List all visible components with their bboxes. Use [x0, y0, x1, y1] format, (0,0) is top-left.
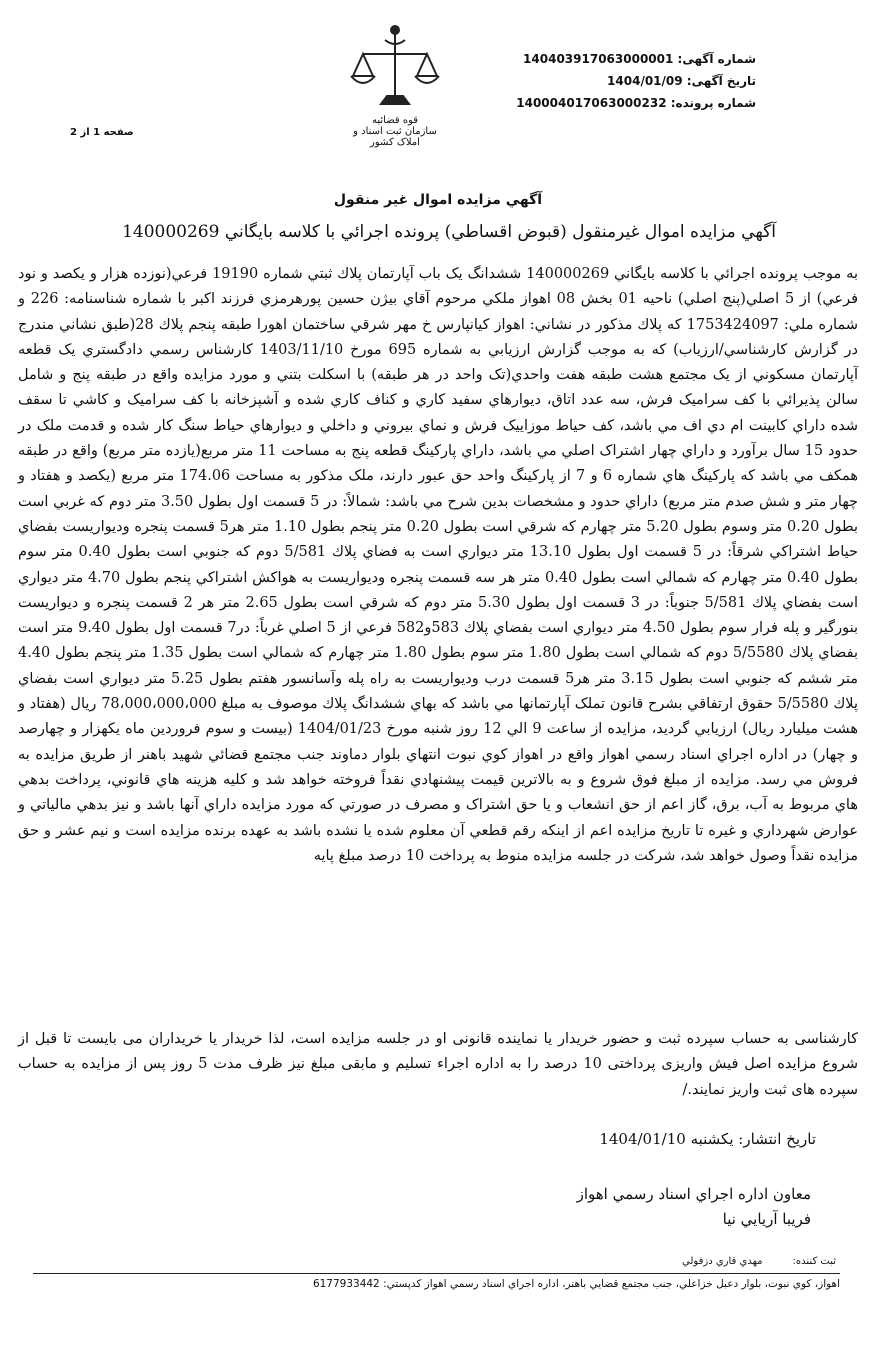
ad-number: شماره آگهی: 140403917063000001 [523, 52, 756, 66]
judiciary-scales-icon [345, 20, 445, 115]
case-number: شماره پرونده: 140004017063000232 [516, 96, 756, 110]
organization-emblem [345, 20, 445, 150]
publish-date: تاريخ انتشار: يكشنبه 1404/01/10 [599, 1130, 816, 1148]
judiciary-label: قوه قضائیه [371, 115, 419, 126]
page-subtitle: آگهي مزايده اموال غيرمنقول (قبوض اقساطي) پرونده اجرائي با كلاسه بايگاني 140000269 [122, 222, 776, 242]
recorder-line [652, 1256, 836, 1267]
ad-date: تاریخ آگهی: 1404/01/09 [607, 74, 756, 88]
page-indicator: صفحه 1 از 2 [70, 127, 134, 138]
footer-address: اهواز، كوي نبوت، بلوار دعبل خزاعلي، جنب مجتمع قضايي باهنر، اداره اجراي اسناد رسمي اهواز كدپستي: 6177933442 [312, 1278, 840, 1290]
ad-meta [396, 48, 756, 114]
auction-body-text: به موجب پرونده اجرائي با كلاسه بايگاني 140000269 ششدانگ يک باب آپارتمان پلاك ثبتي شماره 19190 فرعي(نوزده هزار و يكصد و نود فرعي) از 5 اصلي(پنج اصلي) ناحيه 01 بخش 08 اهواز ملكي مرحوم آقاي بيژن حسين پورهرمزي فرزند اكبر با شماره شناسنامه: 226 و شماره ملي: 1753424097 كه پلاك مذكور در نشاني: اهواز كيانپارس خ مهر شرقي ساختمان اهورا طبقه پنجم پلاك 28(طبق نشاني مندرج در گزارش كارشناسي/ارزياب) كه به موجب گزارش ارزيابي به شماره 695 مورخ 1403/11/10 كارشناس رسمي دادگستري يک قطعه آپارتمان مسكوني از يک مجتمع هشت طبقه هفت واحدي(تک واحد در هر طبقه) با اسكلت بتني و مورد مزايده واقع در طبقه پنج و شامل سالن پذيرائي با كف سراميک فرش، سه عدد اتاق، ديوارهاي سفيد كاري و كناف كاري شده و آشپزخانه با كف سراميک و كاشي تا سقف شده داراي كابينت ام دي اف مي باشد، كف حياط موزاييک فرش و نماي بيروني و داخلي و ديوارهاي حياط سنگ كار شده و قدمت ملک در حدود 15 سال برآورد و داراي چهار اشتراک اصلي مي باشد، داراي پاركينگ قطعه پنج به مساحت 11 متر مربع(يازده متر مربع) واقع در طبقه همكف مي باشد كه پاركينگ هاي شماره 6 و 7 از پاركينگ واحد حق عبور دارند، ملک مذكور به مساحت 174.06 متر مربع (يكصد و هفتاد و چهار متر و شش صدم متر مربع) داراي حدود و مشخصات بدين شرح مي باشد: شمالاً: در 5 قسمت اول بطول 3.50 متر دوم كه غربي است بطول 0.20 متر وسوم بطول 5.20 متر چهارم كه شرقي است بطول 0.20 متر پنجم بطول 1.10 متر هر5 قسمت پنجره وديواريست بفضاي حياط اشتراكي شرقاً: در 5 قسمت اول بطول 13.10 متر ديواري است به فضاي پلاك 5/581 دوم كه جنوبي است بطول 0.40 متر سوم بطول 0.40 متر چهارم كه شمالي است بطول 0.40 متر هر سه قسمت پنجره وديواريست به هواكش اشتراكي پنجم بطول 4.70 متر ديواري است بفضاي پلاك 5/581 جنوباً: در 3 قسمت اول بطول 5.30 متر دوم كه شرقي است بطول 2.65 متر هر 2 قسمت پنجره و ديواريست بنورگير و پله فرار سوم بطول 4.50 متر ديواري است بفضاي پلاك 583و582 فرعي از 5 اصلي غرباً: در7 قسمت اول بطول 9.40 متر است بفضاي پلاك 5/5580 دوم كه شمالي است بطول 1.80 متر سوم بطول 1.80 متر چهارم كه شمالي است بطول 1.35 متر پنجم بطول 4.40 متر ششم كه جنوبي است بطول 3.15 متر هر5 قسمت درب وديواريست به راه پله وآسانسور هفتم بطول 5.25 متر ديواري است بفضاي پلاك 5/5580 حقوق ارتفاقي بشرح قانون تملک آپارتمانها مي باشد كه بهاي ششدانگ پلاك موصوف به مبلغ 78،000،000،000 ريال (هفتاد و هشت ميليارد ريال) ارزيابي گرديد، مزايده از ساعت 9 الي 12 روز شنبه مورخ 1404/01/23 (بيست و سوم فروردين ماه يكهزار و چهارصد و چهار) در اداره اجراي اسناد رسمي اهواز واقع در اهواز كوي نبوت انتهاي بلوار دماوند جنب مجتمع قضائي شهيد باهنر از طريق مزايده به فروش مي رسد. مزايده از مبلغ فوق شروع و به بالاترين قيمت پيشنهادي نقداً فروخته خواهد شد و كليه هزينه هاي قانوني، پرداخت بدهي هاي مربوط به آب، برق، گاز اعم از حق انشعاب و يا حق اشتراک و مصرف در صورتي كه مورد مزايده داراي آنها باشد و نيز بدهي مالياتي و عوارض شهرداري و غيره تا تاريخ مزايده اعم از اينكه رقم قطعي آن معلوم شده يا نشده باشد به عهده برنده مزايده است و نيم عشر و حق مزايده نقداً وصول خواهد شد، شركت در جلسه مزايده منوط به پرداخت 10 درصد مبلغ پايه [18, 266, 858, 864]
organization-name: سازمان ثبت اسناد و املاک کشور [353, 126, 437, 148]
signatory-name: فريبا آريايي نيا [722, 1210, 811, 1228]
recorder-name: مهدي قاري دزفولي [682, 1256, 763, 1267]
page-title: آگهي مزايده اموال غير منقول [333, 192, 543, 208]
payment-terms-text: كارشناسی به حساب سپرده ثبت و حضور خريدار يا نماينده قانونی او در جلسه مزايده است، لذا خريدار يا خريداران می بايست تا قبل از شروع مزايده اصل فيش واريزی پرداختی 10 درصد را به اداره اجراء تسليم و مابقی مبلغ نيز ظرف مدت 5 روز پس از مزايده به حساب سپرده های ثبت واريز نمايند./ [18, 1031, 858, 1098]
signatory-title: معاون اداره اجراي اسناد رسمي اهواز [576, 1185, 811, 1203]
footer-divider [33, 1273, 840, 1274]
recorder-label: ثبت كننده: [792, 1256, 836, 1267]
